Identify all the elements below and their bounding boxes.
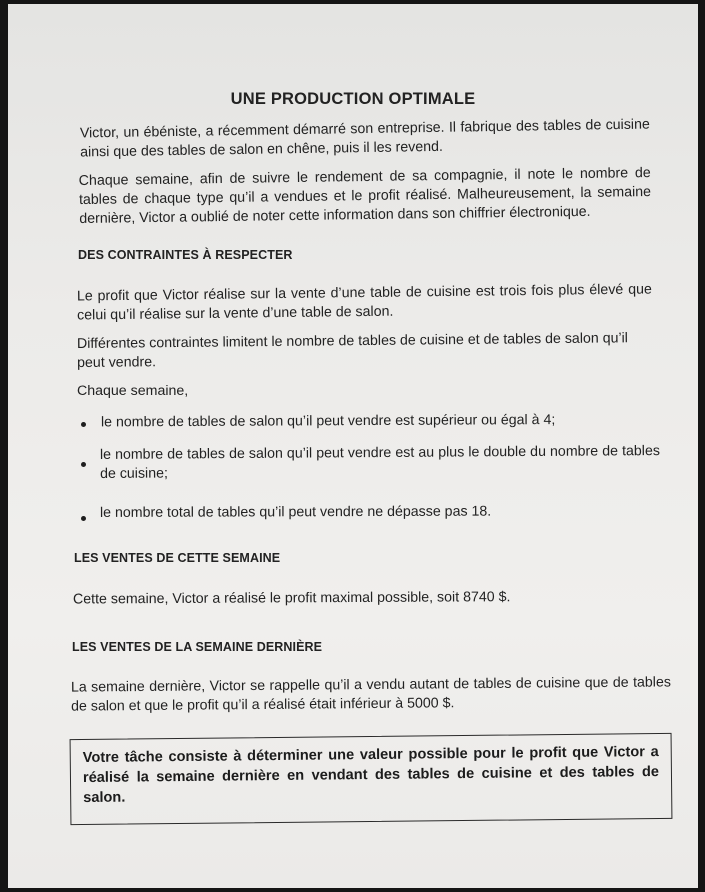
constraints-heading: DES CONTRAINTES À RESPECTER <box>78 248 293 262</box>
this-week-paragraph: Cette semaine, Victor a réalisé le profit maximal possible, soit 8740 $. <box>72 589 511 608</box>
bullet-dot-3 <box>81 516 86 521</box>
constraint-bullet-3: le nombre total de tables qu’il peut vendre ne dépasse pas 18. <box>99 503 492 521</box>
intro-paragraph-1: Victor, un ébéniste, a récemment démarré son entreprise. Il fabrique des tables de cuisine ainsi que des tables de salon en chêne, puis il les revend. <box>79 116 650 161</box>
this-week-heading: LES VENTES DE CETTE SEMAINE <box>74 551 281 565</box>
task-statement: Votre tâche consiste à déterminer une valeur possible pour le profit que Victor a réalisé la semaine dernière en vendant des tables de cuisine et des tables de salon. <box>82 743 660 807</box>
constraints-paragraph-2: Différentes contraintes limitent le nombre de tables de cuisine et de tables de salon qu’il peut vendre. <box>76 330 628 372</box>
constraint-bullet-2: le nombre de tables de salon qu’il peut vendre est au plus le double du nombre de tables de cuisine; <box>99 443 660 482</box>
last-week-paragraph: La semaine dernière, Victor se rappelle qu’il a vendu autant de tables de cuisine que de tables de salon et que le profit qu’il a réalisé était inférieur à 5000 $. <box>70 674 671 715</box>
bullet-dot-2 <box>81 462 86 467</box>
constraints-paragraph-1: Le profit que Victor réalise sur la vente d’une table de cuisine est trois fois plus élevé que celui qu’il réalise sur la vente d’une table de salon. <box>76 281 652 324</box>
constraints-paragraph-3: Chaque semaine, <box>77 383 189 399</box>
document-page <box>8 4 698 888</box>
document-title: UNE PRODUCTION OPTIMALE <box>230 90 476 108</box>
last-week-heading: LES VENTES DE LA SEMAINE DERNIÈRE <box>72 640 323 654</box>
intro-paragraph-2: Chaque semaine, afin de suivre le rendement de sa compagnie, il note le nombre de tables de chaque type qu’il a vendues et le profit réalisé. Malheureusement, la semaine dernière, Victor a oublié de noter cette information dans son chiffrier électronique. <box>78 165 652 227</box>
constraint-bullet-1: le nombre de tables de salon qu’il peut vendre est supérieur ou égal à 4; <box>100 412 556 431</box>
task-box <box>70 733 673 825</box>
bullet-dot-1 <box>81 422 86 427</box>
